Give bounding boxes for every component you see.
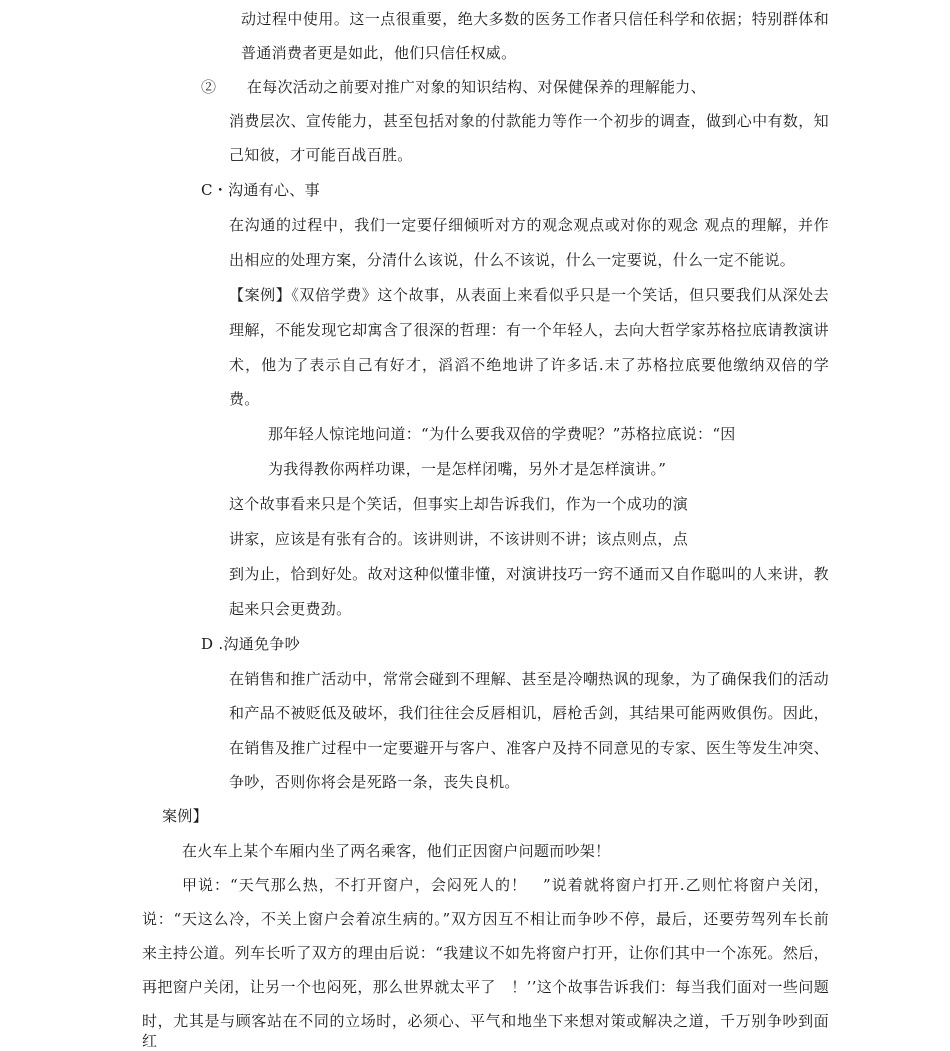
- text-line: 出相应的处理方案，分清什么该说，什么不该说，什么一定要说，什么一定不能说。: [229, 251, 796, 269]
- text-line: 费。: [229, 390, 260, 408]
- text-line: 争吵，否则你将会是死路一条，丧失良机。: [229, 773, 520, 791]
- text-line: 来主持公道。列车长听了双方的理由后说：“我建议不如先将窗户打开，让你们其中一个冻死。然后，: [142, 944, 829, 962]
- text-line: 甲说：“天气那么热，不打开窗户，会闷死人的！ ”说着就将窗户打开.乙则忙将窗户关闭，: [182, 876, 829, 894]
- quote-line: 为我得教你两样功课，一是怎样闭嘴，另外才是怎样演讲。”: [268, 460, 667, 478]
- quote-line: 那年轻人惊诧地问道：“为什么要我双倍的学费呢？”苏格拉底说：“因: [268, 425, 736, 443]
- text-line: 在火车上某个车厢内坐了两名乘客，他们正因窗户问题而吵架！: [182, 842, 611, 860]
- text-line: 到为止，恰到好处。故对这种似懂非懂，对演讲技巧一窍不通而又自作聪叫的人来讲，教: [229, 565, 829, 583]
- text-line: 术，他为了表示自己有好才，滔滔不绝地讲了许多话.末了苏格拉底要他缴纳双倍的学: [229, 356, 829, 374]
- text-line: 讲家，应该是有张有合的。该讲则讲，不该讲则不讲；该点则点，点: [229, 530, 689, 548]
- text-line: 动过程中使用。这一点很重要，绝大多数的医务工作者只信任科学和依据；特别群体和: [241, 10, 829, 28]
- text-line: 消费层次、宣传能力，甚至包括对象的付款能力等作一个初步的调查，做到心中有数，知: [229, 112, 829, 130]
- text-line: 己知彼，才可能百战百胜。: [229, 146, 413, 164]
- section-heading-c: C・沟通有心、事: [201, 181, 320, 199]
- text-line: 在销售及推广过程中一定要避开与客户、准客户及持不同意见的专家、医生等发生冲突、: [229, 739, 829, 757]
- text-line: 这个故事看来只是个笑话，但事实上却告诉我们，作为一个成功的演: [229, 495, 689, 513]
- text-line: 说：“天这么冷，不关上窗户会着凉生病的。”双方因互不相让而争吵不停，最后，还要劳驾列车长前: [142, 910, 829, 928]
- section-heading-d: D .沟通免争吵: [201, 635, 300, 653]
- case-heading: 案例】: [162, 807, 208, 825]
- text-line: 在销售和推广活动中，常常会碰到不理解、甚至是冷嘲热讽的现象，为了确保我们的活动: [229, 670, 829, 688]
- text-line: 在沟通的过程中，我们一定要仔细倾听对方的观念观点或对你的观念 观点的理解，并作: [229, 216, 829, 234]
- text-line: 【案例】《双倍学费》这个故事，从表面上来看似乎只是一个笑话，但只要我们从深处去: [229, 286, 829, 304]
- text-line: 时，尤其是与顾客站在不同的立场时，必须心、平气和地坐下来想对策或解决之道，千万别争吵到面红: [142, 1012, 829, 1050]
- text-line: 再把窗户关闭，让另一个也闷死，那么世界就太平了 ！’’这个故事告诉我们：每当我们面对一些问题: [142, 978, 829, 996]
- text-line: 普通消费者更是如此，他们只信任权威。: [241, 44, 517, 62]
- text-line: 理解，不能发现它却寓含了很深的哲理：有一个年轻人，去向大哲学家苏格拉底请教演讲: [229, 321, 829, 339]
- text-line: 和产品不被贬低及破坏，我们往往会反唇相讥，唇枪舌剑，其结果可能两败俱伤。因此，: [229, 704, 829, 722]
- text-line: 起来只会更费劲。: [229, 600, 352, 618]
- list-item-2: ② 在每次活动之前要对推广对象的知识结构、对保健保养的理解能力、: [201, 78, 706, 96]
